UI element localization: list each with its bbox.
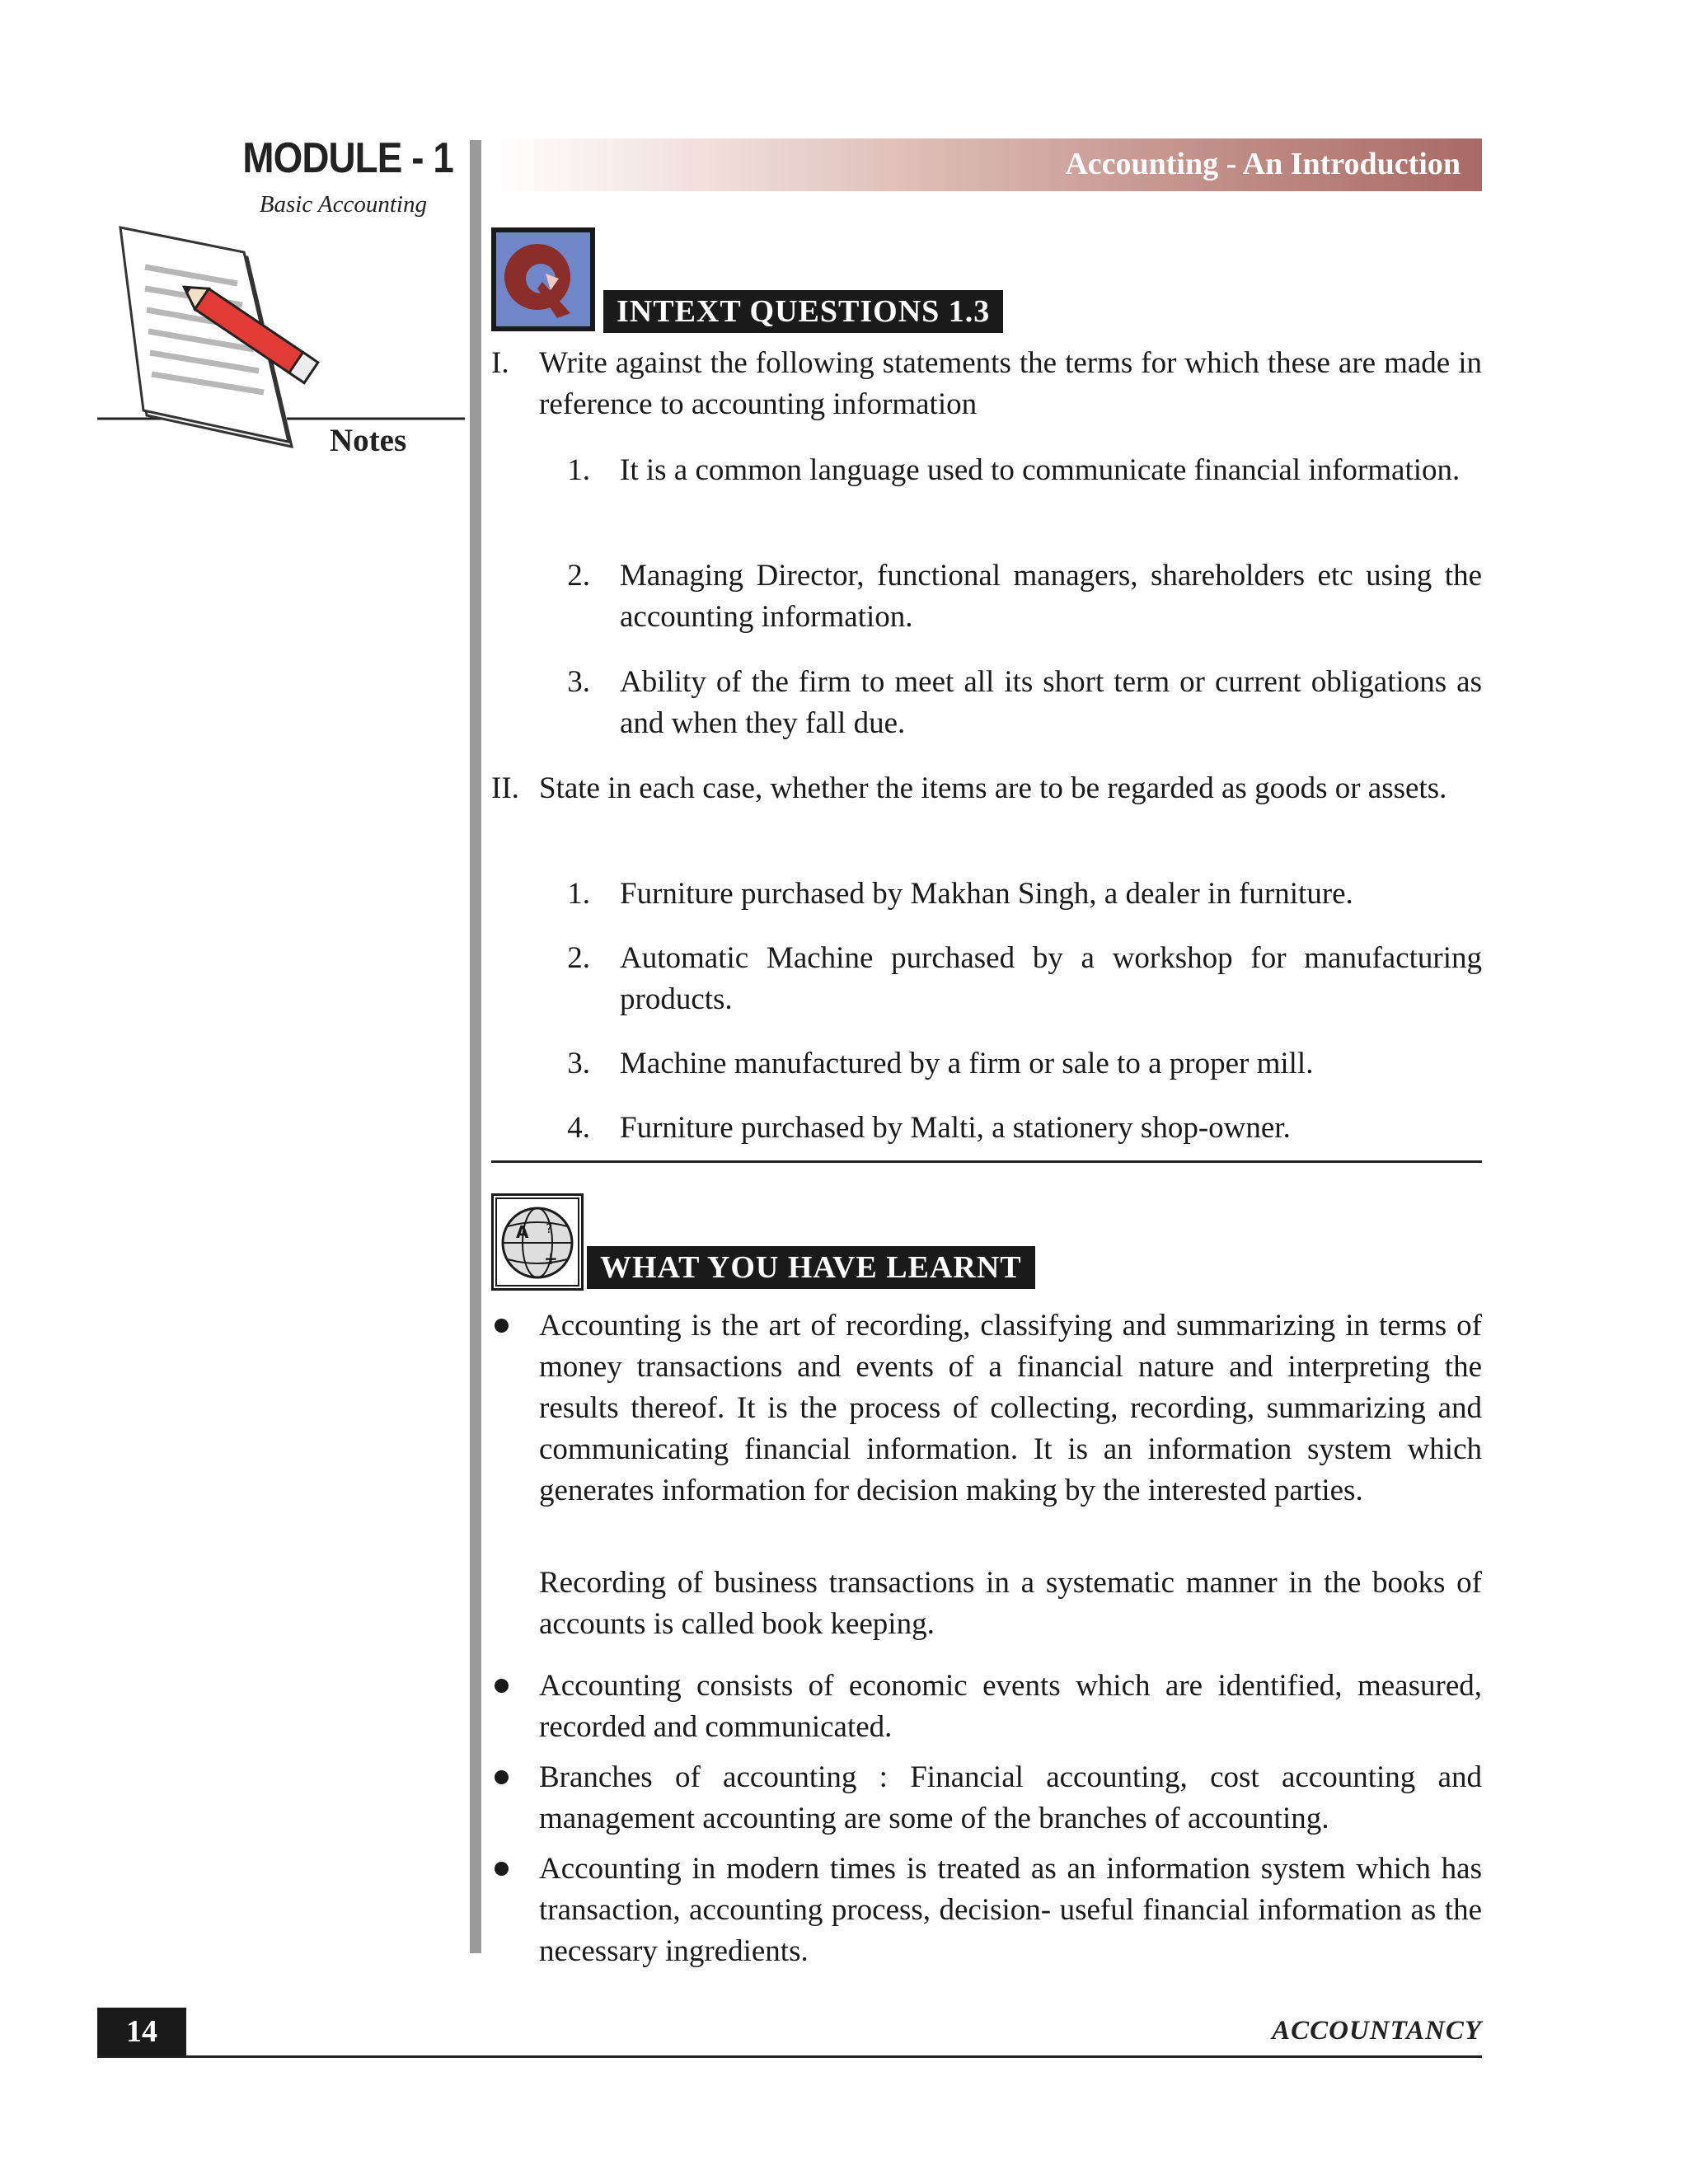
bullet-icon xyxy=(495,1319,509,1333)
question-q-icon xyxy=(491,227,595,331)
bullet-icon xyxy=(495,1679,509,1693)
question-item-number: 3. xyxy=(567,1047,590,1080)
page-number: 14 xyxy=(97,2008,186,2055)
margin-divider-bar xyxy=(470,140,481,1953)
question-numeral: I. xyxy=(491,346,509,380)
question-item-number: 1. xyxy=(567,453,590,487)
question-item: Managing Director, functional managers, shareholders etc using the accounting information. xyxy=(620,559,1482,634)
svg-text:+: + xyxy=(544,1249,558,1268)
bullet-icon xyxy=(495,1862,509,1876)
learnt-point: Accounting consists of economic events which are identified, measured, recorded and communicated. xyxy=(539,1669,1482,1744)
section-divider xyxy=(491,1160,1482,1163)
learnt-point: Accounting is the art of recording, classifying and summarizing in terms of money transactions and events of a financial nature and interpreting the results thereof. It is the process of collecting, recording, summarizing and communicating financial information. It is an information system which generates information for decision making by the interested parties. xyxy=(539,1309,1482,1507)
question-item: Machine manufactured by a firm or sale to a proper mill. xyxy=(620,1047,1314,1080)
bullet-icon xyxy=(495,1770,509,1784)
question-item: It is a common language used to communicate financial information. xyxy=(620,453,1461,487)
question-item-number: 2. xyxy=(567,559,590,593)
svg-text:?: ? xyxy=(546,1221,553,1236)
question-item-number: 4. xyxy=(567,1111,590,1145)
question-item-number: 1. xyxy=(567,877,590,911)
notes-label: Notes xyxy=(330,423,407,458)
module-title: MODULE - 1 xyxy=(242,134,453,182)
question-item: Furniture purchased by Makhan Singh, a dealer in furniture. xyxy=(620,877,1353,911)
question-item-number: 3. xyxy=(567,665,590,699)
question-item: Furniture purchased by Malti, a stationery shop-owner. xyxy=(620,1111,1291,1145)
svg-text:A: A xyxy=(516,1222,529,1242)
chapter-title: Accounting - An Introduction xyxy=(1065,147,1461,181)
question-text: State in each case, whether the items are to be regarded as goods or assets. xyxy=(539,771,1447,805)
module-subtitle: Basic Accounting xyxy=(259,191,427,218)
learnt-point-note: Recording of business transactions in a systematic manner in the books of accounts is called book keeping. xyxy=(539,1566,1482,1641)
footer-rule xyxy=(97,2055,1482,2058)
globe-learning-icon xyxy=(491,1193,584,1291)
question-numeral: II. xyxy=(491,771,519,805)
learnt-point: Branches of accounting : Financial accounting, cost accounting and management accounting are some of the branches of accounting. xyxy=(539,1760,1482,1835)
question-text: Write against the following statements the terms for which these are made in reference to accounting information xyxy=(539,346,1482,421)
question-item-number: 2. xyxy=(567,941,590,975)
what-you-have-learnt-heading: WHAT YOU HAVE LEARNT xyxy=(587,1246,1035,1289)
footer-subject: ACCOUNTANCY xyxy=(1272,2016,1482,2046)
learnt-point: Accounting in modern times is treated as an information system which has transaction, accounting process, decision- useful financial information as the necessary ingredients. xyxy=(539,1852,1482,1968)
question-item: Automatic Machine purchased by a workshop for manufacturing products. xyxy=(620,941,1482,1016)
intext-questions-heading: INTEXT QUESTIONS 1.3 xyxy=(603,290,1003,333)
notepad-pencil-icon xyxy=(97,224,468,455)
question-item: Ability of the firm to meet all its short term or current obligations as and when they fall due. xyxy=(620,665,1482,740)
